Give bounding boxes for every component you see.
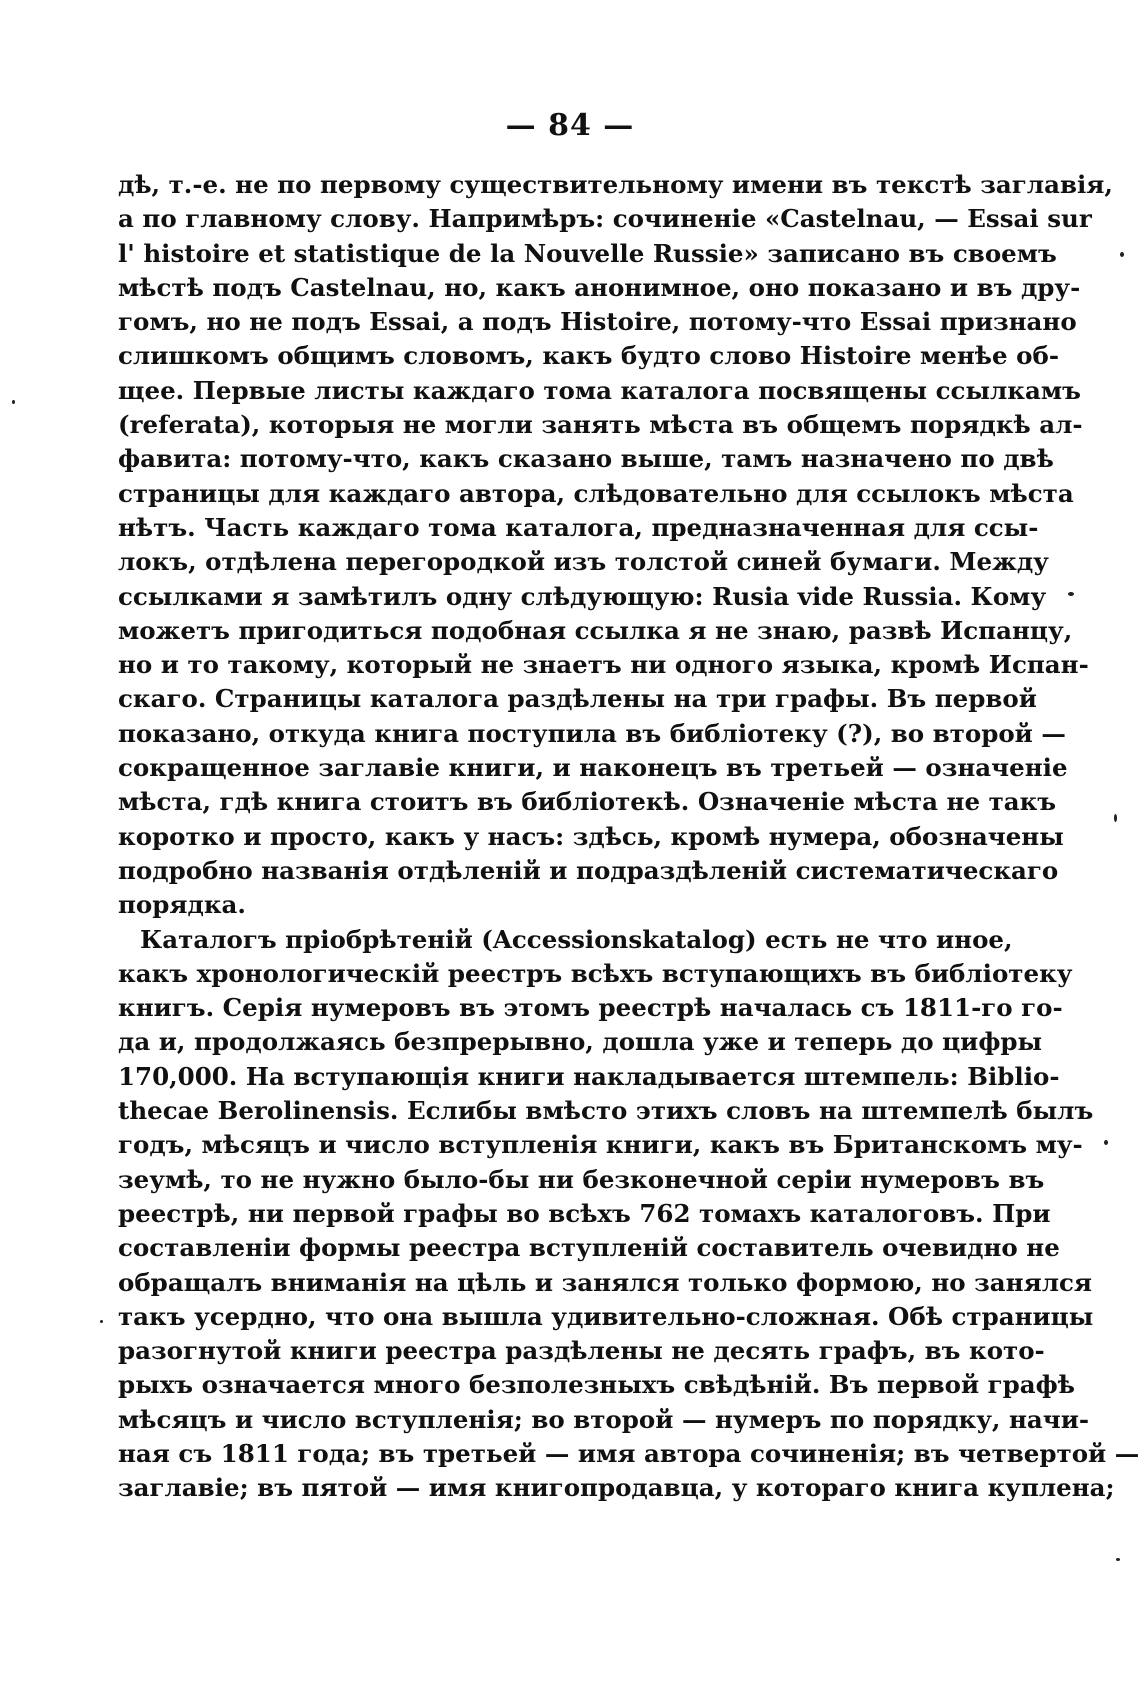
text-line: книгъ. Серія нумеровъ въ этомъ реестрѣ началась съ 1811-го го- — [118, 993, 1063, 1023]
text-line: мѣста, гдѣ книга стоитъ въ библіотекѣ. Означеніе мѣста не такъ — [118, 787, 1057, 817]
scan-speck — [1114, 814, 1117, 822]
text-line: скаго. Страницы каталога раздѣлены на три графы. Въ первой — [118, 684, 1037, 714]
text-line: 170,000. На вступающія книги накладывается штемпель: Biblio- — [118, 1061, 1060, 1091]
text-line: сокращенное заглавіе книги, и наконецъ въ третьей — означеніе — [118, 753, 1068, 783]
text-line: Каталогъ пріобрѣтеній (Accessionskatalog) есть не что иное, — [140, 924, 1013, 954]
text-line: да и, продолжаясь безпрерывно, дошла уже и теперь до цифры — [118, 1027, 1043, 1057]
text-line: (referata), которыя не могли занять мѣста въ общемъ порядкѣ ал- — [118, 410, 1083, 440]
text-line: гомъ, но не подъ Essai, а подъ Histoire, потому-что Essai признано — [118, 307, 1077, 337]
text-line: коротко и просто, какъ у насъ: здѣсь, кромѣ нумера, обозначены — [118, 821, 1064, 851]
text-line: какъ хронологическій реестръ всѣхъ вступающихъ въ библіотеку — [118, 958, 1073, 988]
text-line: нѣтъ. Часть каждаго тома каталога, предназначенная для ссы- — [118, 512, 1039, 542]
scan-speck — [1068, 592, 1074, 596]
text-line: слишкомъ общимъ словомъ, какъ будто слово Histoire менѣе об- — [118, 341, 1059, 371]
text-line: l' histoire et statistique de la Nouvelle Russie» записано въ своемъ — [118, 238, 1057, 268]
text-line: порядка. — [118, 890, 246, 920]
text-line: локъ, отдѣлена перегородкой изъ толстой синей бумаги. Между — [118, 547, 1049, 577]
text-line: подробно названія отдѣленій и подраздѣленій систематическаго — [118, 855, 1059, 885]
scan-speck — [1120, 252, 1124, 257]
text-line: можетъ пригодиться подобная ссылка я не знаю, развѣ Испанцу, — [118, 615, 1073, 645]
text-line: составленіи формы реестра вступленій составитель очевидно не — [118, 1233, 1060, 1263]
scan-speck — [1104, 1140, 1108, 1145]
text-line: реестрѣ, ни первой графы во всѣхъ 762 томахъ каталоговъ. При — [118, 1198, 1051, 1228]
body-text — [118, 168, 1140, 1506]
text-line: страницы для каждаго автора, слѣдовательно для ссылокъ мѣста — [118, 478, 1074, 508]
text-line: фавита: потому-что, какъ сказано выше, тамъ назначено по двѣ — [118, 444, 1054, 474]
text-line: мѣсяцъ и число вступленія; во второй — нумеръ по порядку, начи- — [118, 1404, 1090, 1434]
scan-speck — [100, 1320, 103, 1323]
scan-speck — [12, 400, 15, 404]
text-line: показано, откуда книга поступила въ библіотеку (?), во второй — — [118, 718, 1066, 748]
text-line: но и то такому, который не знаетъ ни одного языка, кромѣ Испан- — [118, 650, 1089, 680]
text-line: заглавіе; въ пятой — имя книгопродавца, у котораго книга куплена; — [118, 1473, 1115, 1503]
text-line: годъ, мѣсяцъ и число вступленія книги, какъ въ Британскомъ му- — [118, 1130, 1083, 1160]
text-line: дѣ, т.-е. не по первому существительному имени въ текстѣ заглавія, — [118, 170, 1113, 199]
text-line: ссылками я замѣтилъ одну слѣдующую: Rusia vide Russia. Кому — [118, 581, 1047, 611]
text-line: thecae Berolinensis. Еслибы вмѣсто этихъ словъ на штемпелѣ былъ — [118, 1096, 1094, 1126]
text-line: зеумѣ, то не нужно было-бы ни безконечной серіи нумеровъ въ — [118, 1164, 1045, 1194]
text-line: ная съ 1811 года; въ третьей — имя автора сочиненія; въ четвертой — — [118, 1438, 1140, 1468]
text-line: рыхъ означается много безполезныхъ свѣдѣній. Въ первой графѣ — [118, 1370, 1076, 1400]
text-line: обращалъ вниманія на цѣль и занялся только формою, но занялся — [118, 1267, 1092, 1297]
scan-speck — [1116, 1558, 1120, 1561]
text-line: щее. Первые листы каждаго тома каталога посвящены ссылкамъ — [118, 375, 1081, 405]
text-line: разогнутой книги реестра раздѣлены не десять графъ, въ кото- — [118, 1336, 1045, 1366]
text-line: такъ усердно, что она вышла удивительно-сложная. Обѣ страницы — [118, 1301, 1094, 1331]
page-number: — 84 — — [505, 108, 635, 143]
text-line: мѣстѣ подъ Castelnau, но, какъ анонимное, оно показано и въ дру- — [118, 272, 1081, 302]
text-line: а по главному слову. Напримѣръ: сочиненіе «Castelnau, — Essai sur — [118, 204, 1092, 234]
